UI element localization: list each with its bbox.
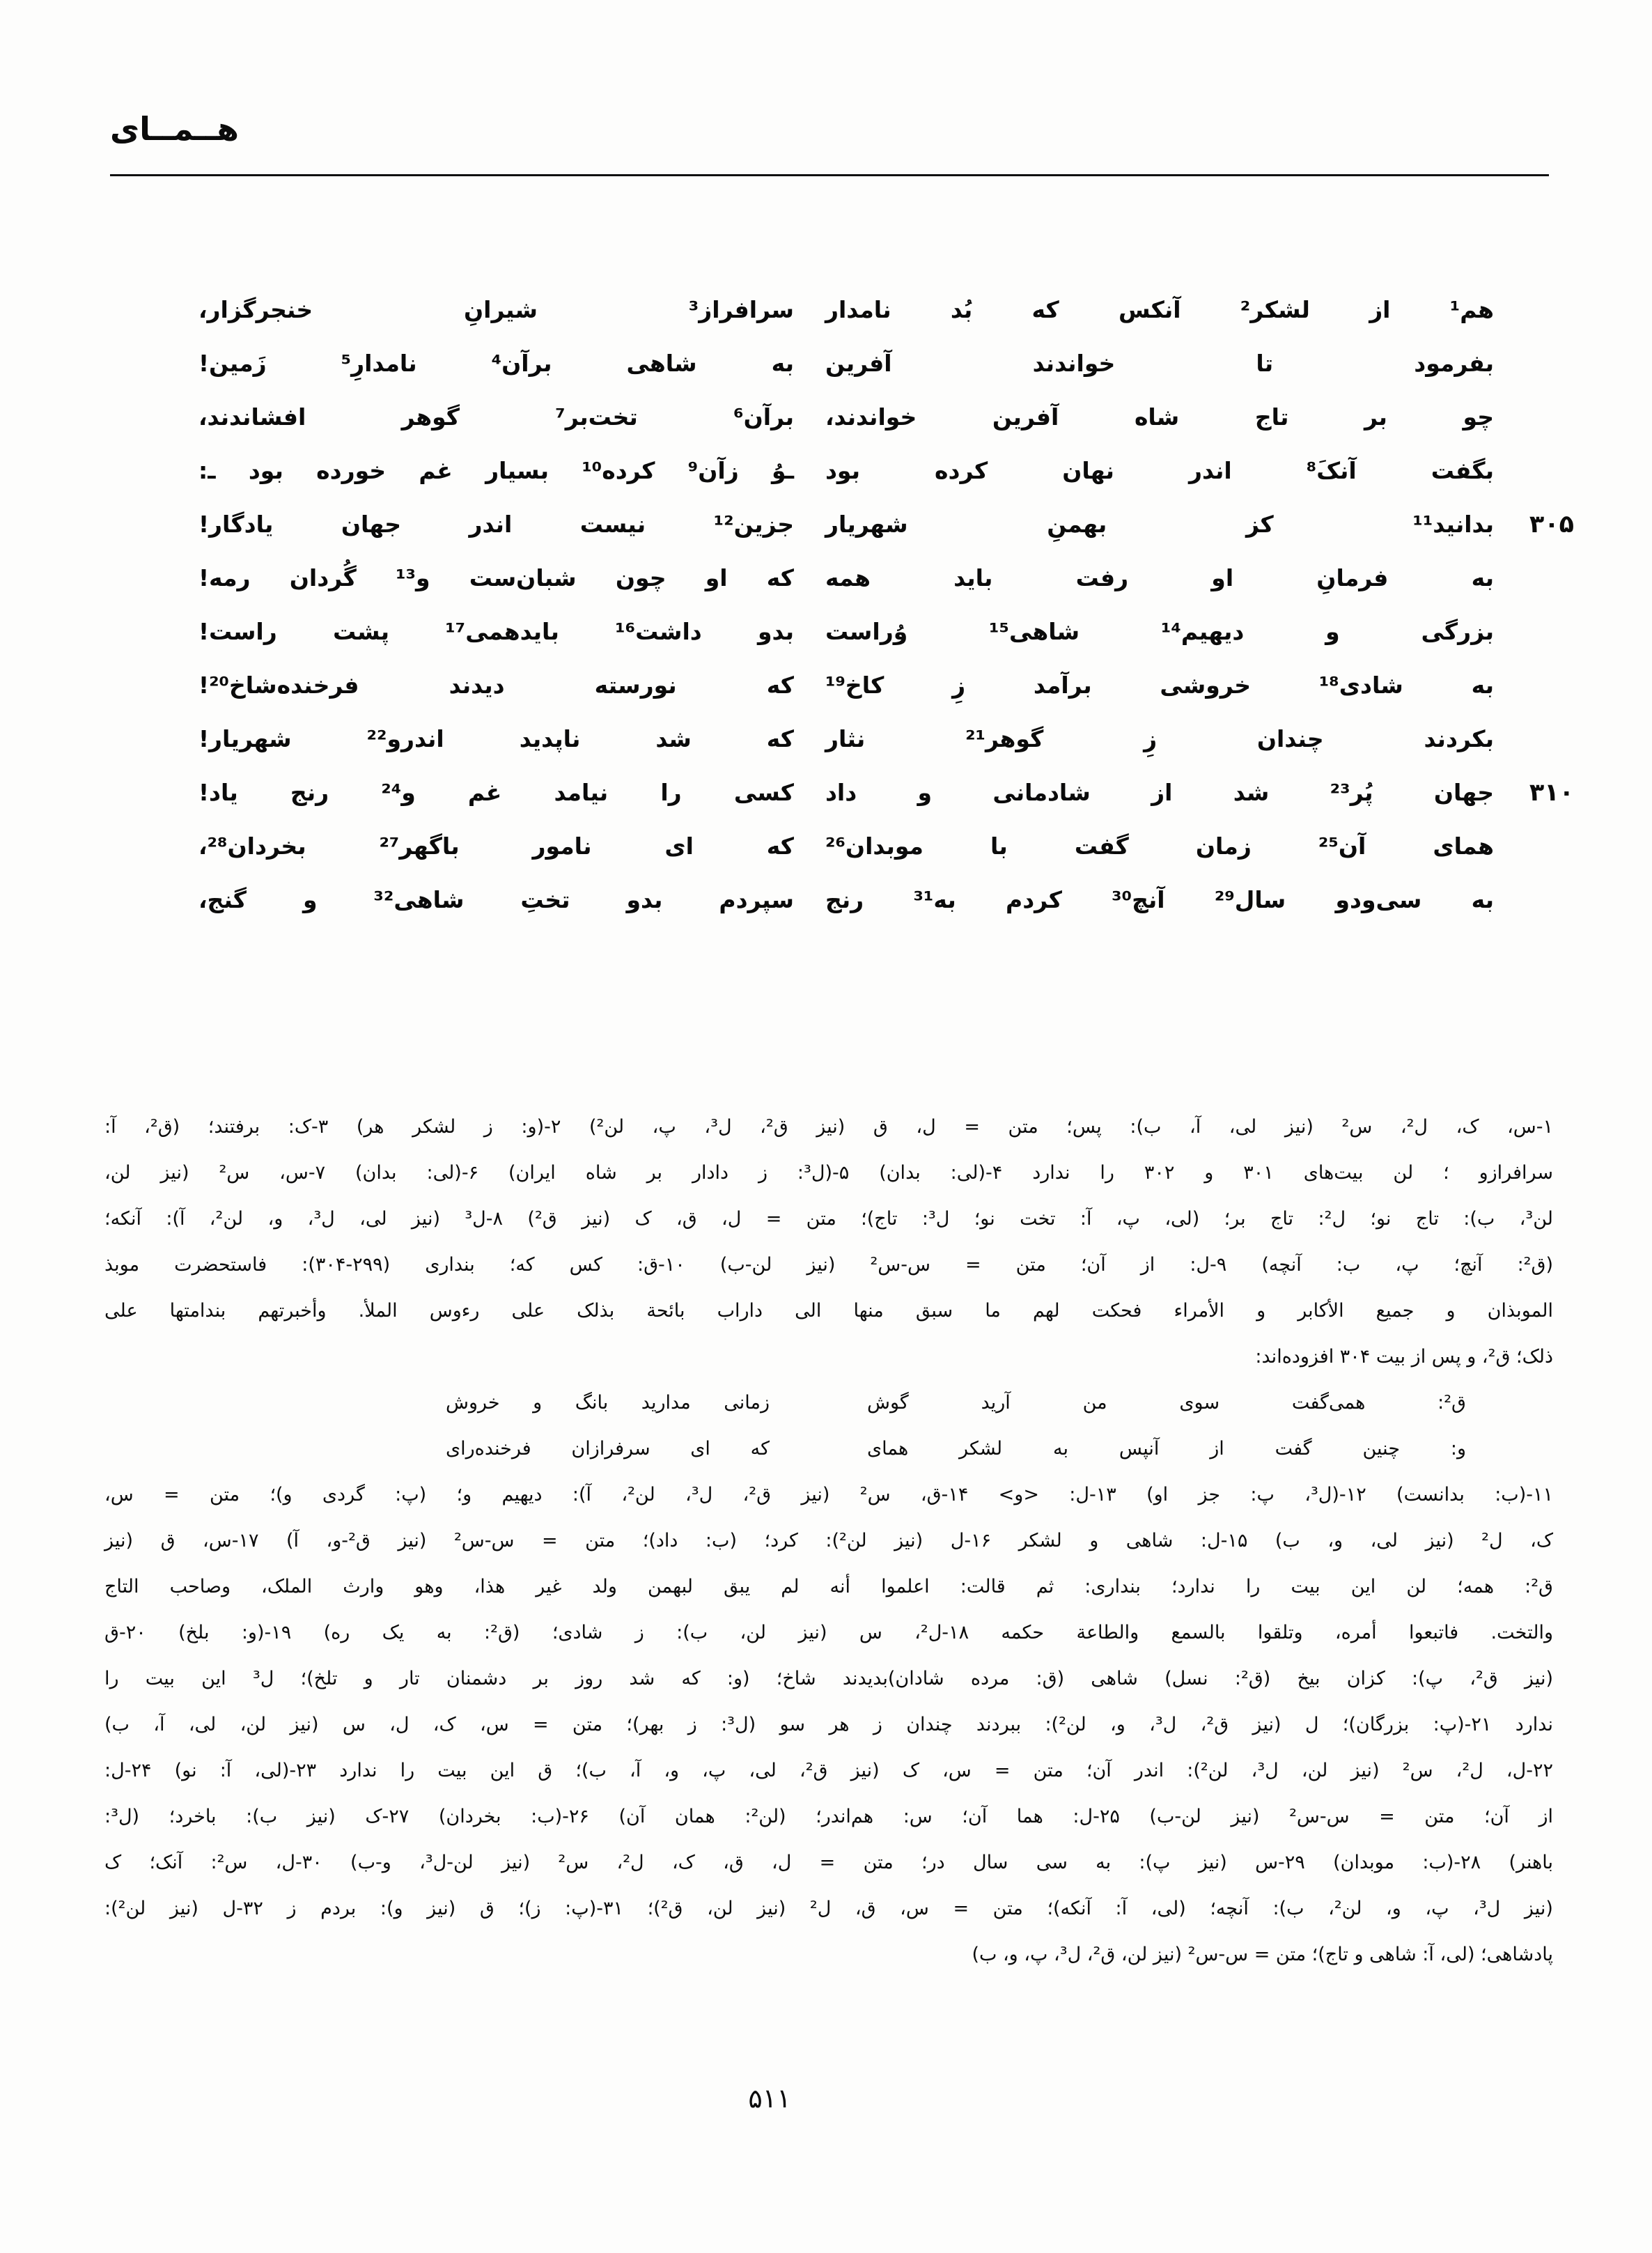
apparatus-line: باهنر) ۲۸-(ب: موبدان) ۲۹-س (نیز پ): به سی سال در؛ متن = ل، ق، ک، ل²، س² (نیز لن-ل³، و-ب) ۳۰-ل، س²: آنک؛ ک [104, 1852, 1553, 1873]
apparatus-verse-row [104, 1426, 1553, 1472]
apparatus-line: والتخت. فاتبعوا أمره، وتلقوا بالسمع والطاعة حکمه ۱۸-ل²، س (نیز لن، ب): ز شادی؛ (ق²: به یک ره) ۱۹-(و: بلخ) ۲۰-ق [104, 1622, 1553, 1643]
verse-quote-left: زمانی مدارید بانگ و خروش [446, 1392, 770, 1414]
apparatus-line: لن³، ب): تاج نو؛ ل²: تاج بر؛ (لی، پ، آ: تخت نو؛ ل³: تاج)؛ متن = ل، ق، ک (نیز ق²) ۸-ل³ (نیز لی، ل³، و، لن²، آ): آنکه؛ [104, 1208, 1554, 1230]
poem [198, 296, 1574, 940]
apparatus-line: ندارد ۲۱-(پ: بزرگان)؛ ل (نیز ق²، ل³، و، لن²): ببردند چندان ز هر سو (ل³: ز بهر)؛ متن = س، ک، ل، س (نیز لن، لی، آ، ب) [104, 1714, 1553, 1735]
hemistich-right: بگفت آنکَ⁸ اندر نهان کرده بود [825, 457, 1495, 484]
couplet-row [198, 457, 1574, 511]
verse-quote-left: که ای سرفرازان فرخنده‌رای [446, 1438, 770, 1460]
hemistich-right: به فرمانِ او رفت باید همه [825, 564, 1494, 591]
couplet-row [198, 296, 1574, 350]
apparatus-line: ک، ل² (نیز لی، و، ب) ۱۵-ل: شاهی و لشکر ۱۶-ل (نیز لن²): کرد؛ (ب: داد)؛ متن = س-س² (نیز ق²-و، آ) ۱۷-س، ق (نیز [104, 1530, 1553, 1551]
hemistich-right: بزرگی و دیهیم¹⁴ شاهی¹⁵ وُراست [825, 618, 1494, 645]
couplet-row [198, 672, 1574, 725]
hemistich-left: کسی را نیامد غم و²⁴ رنج یاد! [198, 779, 794, 806]
couplet-row [198, 618, 1574, 672]
hemistich-left: ـوُ زآن⁹ کرده¹⁰ بسیار غم خورده بود ـ: [198, 457, 795, 484]
apparatus-line: ذلک؛ ق²، و پس از بیت ۳۰۴ افزوده‌اند: [1255, 1346, 1553, 1368]
hemistich-right: همای آن²⁵ زمان گفت با موبدان²⁶ [825, 833, 1494, 860]
hemistich-right: به شادی¹⁸ خروشی برآمد زِ کاخ¹⁹ [825, 672, 1494, 699]
couplet-row [198, 886, 1574, 940]
hemistich-left: که شد ناپدید اندرو²² شهریار! [198, 725, 794, 752]
couplet-row [198, 725, 1574, 779]
apparatus [104, 1104, 1553, 1978]
hemistich-left: که نورسته دیدند فرخنده‌شاخ²⁰! [198, 672, 794, 699]
hemistich-left: که او چون شبان‌ست و¹³ گُردان رمه! [198, 564, 794, 591]
couplet-row [198, 403, 1574, 457]
hemistich-right: به سی‌ودو سال²⁹ آنچ³⁰ کردم به³¹ رنج [825, 886, 1494, 913]
apparatus-verse-row [104, 1380, 1553, 1426]
running-head: هــمــای [110, 110, 240, 148]
hemistich-left: سپردم بدو تختِ شاهی³² و گنج، [198, 886, 794, 913]
apparatus-line: ۱۱-(ب: بدانست) ۱۲-(ل³، پ: جز او) ۱۳-ل: <و> ۱۴-ق، س² (نیز ق²، ل³، لن²، آ): دیهیم و؛ (پ: گردی و)؛ متن = س، [104, 1484, 1554, 1505]
couplet-row [198, 833, 1574, 886]
hemistich-left: که ای نامور باگهر²⁷ بخردان²⁸، [198, 833, 794, 860]
hemistich-right: بفرمود تا خواندند آفرین [825, 350, 1494, 377]
apparatus-line: ق²: همه؛ لن این بیت را ندارد؛ بنداری: ثم قالت: اعلموا أنه لم یبق لبهمن ولد غیر هذا، وهو وارث الملک، وصاحب التاج [104, 1576, 1553, 1597]
header-rule [110, 174, 1549, 176]
hemistich-left: برآن⁶ تخت‌بر⁷ گوهر افشاندند، [198, 403, 794, 431]
verse-quote-right: و: چنین گفت از آنپس به لشکر همای [867, 1438, 1466, 1460]
apparatus-line: ۲۲-ل، ل²، س² (نیز لن، ل³، لن²): اندر آن؛ متن = س، ک (نیز ق²، لی، پ، و، آ، ب)؛ ق این بیت را ندارد ۲۳-(لی، آ: نو) ۲۴-ل: [104, 1760, 1554, 1781]
hemistich-left: سرافراز³ شیرانِ خنجرگزار، [198, 296, 794, 323]
apparatus-line: الموبذان و جمیع الأکابر و الأمراء فحکت لهم ما سبق منها الی داراب بائحة بذلک علی رءوس الملأ. وأخبرتهم بندامتها علی [104, 1300, 1553, 1322]
hemistich-right: هم¹ از لشکر² آنکس که بُد نامدار [825, 296, 1494, 323]
verse-number: ۳۱۰ [1529, 779, 1574, 807]
apparatus-line: سرافرازو ؛ لن بیت‌های ۳۰۱ و ۳۰۲ را ندارد ۴-(لی: بدان) ۵-(ل³: ز دادار بر شاه ایران) ۶-(لی: بدان) ۷-س، س² (نیز لن، [104, 1162, 1553, 1184]
verse-quote-right: ق²: همی‌گفت سوی من آرید گوش [867, 1392, 1466, 1414]
hemistich-right: بکردند چندان زِ گوهر²¹ نثار [825, 725, 1494, 752]
hemistich-left: جزین¹² نیست اندر جهان یادگار! [198, 511, 794, 538]
hemistich-right: بدانید¹¹ کز بهمنِ شهریار [825, 511, 1494, 538]
hemistich-right: چو بر تاج شاه آفرین خواندند، [825, 403, 1494, 431]
couplet-row [198, 564, 1574, 618]
page-number: ۵۱۱ [748, 2083, 791, 2114]
apparatus-line: پادشاهی؛ (لی، آ: شاهی و تاج)؛ متن = س-س² (نیز لن، ق²، ل³، پ، و، ب) [972, 1944, 1553, 1965]
apparatus-line: از آن؛ متن = س-س² (نیز لن-ب) ۲۵-ل: هما آن؛ س: هم‌اندر؛ (لن²: همان آن) ۲۶-(ب: بخردان) ۲۷-ک (نیز ب): باخرد؛ (ل³: [104, 1806, 1553, 1827]
hemistich-left: به شاهی برآن⁴ نامدارِ⁵ زَمین! [198, 350, 794, 377]
couplet-row [198, 350, 1574, 403]
verse-number: ۳۰۵ [1529, 511, 1574, 539]
couplet-row [198, 511, 1574, 564]
apparatus-line: ۱-س، ک، ل²، س² (نیز لی، آ، ب): پس؛ متن = ل، ق (نیز ق²، ل³، پ، لن²) ۲-(و: ز لشکر هر) ۳-ک: برفتند؛ (ق²، آ: [104, 1116, 1554, 1138]
hemistich-left: بدو داشت¹⁶ بایدهمی¹⁷ پشت راست! [198, 618, 794, 645]
apparatus-line: (نیز ق²، پ): کزان بیخ (ق²: نسل) شاهی (ق: مرده شادان)بدیدند شاخ؛ (و: که شد روز بر دشمنان تار و تلخ)؛ ل³ این بیت را [104, 1668, 1554, 1689]
apparatus-line: (نیز ل³، پ، و، لن²، ب): آنچه؛ (لی، آ: آنکه)؛ متن = س، ق، ل² (نیز لن، ق²)؛ ۳۱-(پ: ز)؛ ق (نیز و): بردم ز ۳۲-ل (نیز لن²): [104, 1898, 1553, 1919]
apparatus-line: (ق²: آنچ؛ پ، ب: آنچه) ۹-ل: از آن؛ متن = س-س² (نیز لن-ب) ۱۰-ق: کس که؛ بنداری (۲۹۹-۳۰۴): فاستحضرت موبذ [104, 1254, 1553, 1276]
hemistich-right: جهان پُر²³ شد از شادمانی و داد [825, 779, 1494, 806]
couplet-row [198, 779, 1574, 833]
